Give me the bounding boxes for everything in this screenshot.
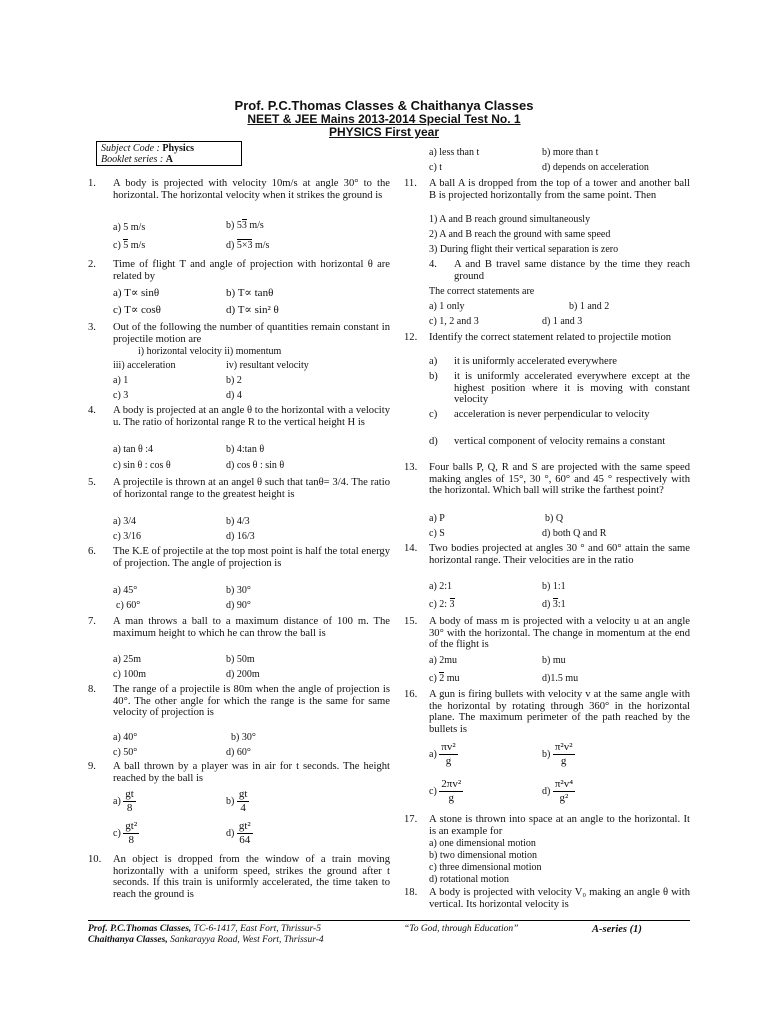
- option-b[interactable]: b) 30°: [231, 732, 256, 743]
- option-b[interactable]: b) 1 and 2: [569, 301, 610, 312]
- question-number: 15.: [404, 616, 418, 627]
- question-number: 11.: [404, 178, 417, 189]
- option-c[interactable]: c) 3: [113, 390, 129, 401]
- statement: iv) resultant velocity: [226, 360, 309, 371]
- question-number: 17.: [404, 814, 418, 825]
- question-11: [404, 178, 690, 201]
- option-b[interactable]: b) T∝ tanθ: [226, 287, 274, 299]
- option-b[interactable]: b) 30°: [226, 585, 251, 596]
- question-14: [404, 543, 690, 566]
- option-d[interactable]: d) depends on acceleration: [542, 162, 649, 173]
- question-number: 5.: [88, 477, 96, 488]
- question-1: [88, 178, 390, 201]
- option-b[interactable]: b) 4/3: [226, 516, 250, 527]
- subject-code: Physics: [162, 143, 195, 154]
- option-a[interactable]: a) 5 m/s: [113, 222, 146, 233]
- option-d[interactable]: d) 1 and 3: [542, 316, 583, 327]
- question-number: 10.: [88, 854, 102, 865]
- option-a[interactable]: a) 1: [113, 375, 129, 386]
- option-b[interactable]: b) two dimensional motion: [429, 850, 538, 861]
- option-c[interactable]: c) acceleration is never perpendicular to velocity: [429, 409, 650, 420]
- footer-rule: [88, 920, 690, 921]
- question-text: An object is dropped from the window of a train moving horizontally with a uniform speed, strikes the ground after t seconds. If this train is uniformly accelerated, the time taken to reach the ground is: [113, 854, 390, 900]
- question-text: A body is projected with velocity V₀ making an angle θ with vertical. Its horizontal velocity is: [429, 887, 690, 910]
- question-2: [88, 259, 390, 282]
- option-c[interactable]: c) 3/16: [113, 531, 142, 542]
- option-c[interactable]: c) 1, 2 and 3: [429, 316, 479, 327]
- option-c[interactable]: c) T∝ cosθ: [113, 304, 161, 316]
- question-16: [404, 689, 690, 735]
- option-c[interactable]: c) three dimensional motion: [429, 862, 542, 873]
- statement: 1) A and B reach ground simultaneously: [429, 214, 591, 225]
- exam-title: NEET & JEE Mains 2013-2014 Special Test No. 1: [247, 112, 521, 126]
- footer-motto: “To God, through Education”: [404, 924, 519, 934]
- option-d[interactable]: d) 4: [226, 390, 242, 401]
- option-b[interactable]: b) 4:tan θ: [226, 444, 265, 455]
- option-c[interactable]: c) t: [429, 162, 443, 173]
- statement: i) horizontal velocity ii) momentum: [138, 346, 282, 357]
- question-number: 16.: [404, 689, 418, 700]
- option-d[interactable]: d) rotational motion: [429, 874, 509, 885]
- question-number: 3.: [88, 322, 96, 333]
- question-number: 2.: [88, 259, 96, 270]
- option-d[interactable]: d) 90°: [226, 600, 251, 611]
- option-a[interactable]: a) less than t: [429, 147, 480, 158]
- option-b[interactable]: b) 53 m/s: [226, 220, 264, 231]
- option-c[interactable]: c) 2 mu: [429, 673, 460, 684]
- option-d[interactable]: d) 3:1: [542, 599, 566, 610]
- question-text: Identify the correct statement related to projectile motion: [429, 332, 672, 343]
- option-a[interactable]: a) $\frac{\text{πv²}}{g}$: [429, 741, 456, 767]
- option-c[interactable]: c) S: [429, 528, 445, 539]
- question-text: Two bodies projected at angles 30 ° and 60° attain the same horizontal range. Their velocities are in the ratio: [429, 543, 690, 566]
- question-18: [404, 887, 690, 910]
- question-number: 4.: [88, 405, 96, 416]
- question-text: A ball thrown by a player was in air for t seconds. The height reached by the ball is: [113, 761, 390, 784]
- question-number: 8.: [88, 684, 96, 695]
- page-number: A-series (1): [592, 924, 642, 935]
- booklet-series-label: Booklet series :: [101, 154, 166, 165]
- option-a[interactable]: a) 2:1: [429, 581, 453, 592]
- option-a[interactable]: a) P: [429, 513, 445, 524]
- question-6: [88, 546, 390, 569]
- question-text: The K.E of projectile at the top most point is half the total energy of projection. The angle of projection is: [113, 546, 390, 569]
- option-b[interactable]: b) 2: [226, 375, 242, 386]
- question-text: A body of mass m is projected with a velocity u at an angle 30° with the horizontal. The change in momentum at the end of the flight is: [429, 616, 690, 651]
- statement: 4. A and B travel same distance by the time they reach ground: [429, 259, 690, 282]
- option-b[interactable]: b) more than t: [542, 147, 599, 158]
- option-b[interactable]: b) $\frac{\text{π²v²}}{g}$: [542, 741, 573, 767]
- option-a[interactable]: a) 1 only: [429, 301, 465, 312]
- option-c[interactable]: c) 50°: [113, 747, 138, 758]
- statement: 3) During flight their vertical separation is zero: [429, 244, 619, 255]
- subject-box: [96, 141, 242, 166]
- question-number: 7.: [88, 616, 96, 627]
- question-9: [88, 761, 390, 784]
- option-c[interactable]: c) 5 m/s: [113, 240, 146, 251]
- option-d[interactable]: d) $\frac{\text{π²v⁴}}{\text{g²}}$: [542, 778, 574, 804]
- statement: 2) A and B reach the ground with same speed: [429, 229, 611, 240]
- question-text: A body is projected at an angle θ to the horizontal with a velocity u. The ratio of horizontal range R to the vertical height H is: [113, 405, 390, 428]
- subject-title: PHYSICS First year: [328, 125, 440, 139]
- option-a[interactable]: a) 3/4: [113, 516, 137, 527]
- question-text: A body is projected with velocity 10m/s at angle 30° to the horizontal. The horizontal velocity when it strikes the ground is: [113, 178, 390, 201]
- question-3: [88, 322, 390, 345]
- option-c[interactable]: c) $\frac{\text{2πv²}}{g}$: [429, 778, 462, 804]
- option-a[interactable]: a) one dimensional motion: [429, 838, 536, 849]
- option-d[interactable]: d)1.5 mu: [542, 673, 579, 684]
- question-text: A stone is thrown into space at an angle to the horizontal. It is an example for: [429, 814, 690, 837]
- option-d[interactable]: d) T∝ sin² θ: [226, 304, 279, 316]
- institute-title: Prof. P.C.Thomas Classes & Chaithanya Classes: [234, 98, 534, 113]
- footer-address-2: Chaithanya Classes, Sankarayya Road, West Fort, Thrissur-4: [88, 935, 324, 945]
- question-number: 6.: [88, 546, 96, 557]
- option-d[interactable]: d) both Q and R: [542, 528, 607, 539]
- option-a[interactable]: a) tan θ :4: [113, 444, 154, 455]
- question-text: A gun is firing bullets with velocity v at the same angle with the horizontal by rotating through 360° in the horizontal plane. The maximum perimeter of the path reached by the bullets is: [429, 689, 690, 735]
- question-17: [404, 814, 690, 837]
- booklet-series: A: [165, 154, 173, 165]
- question-number: 13.: [404, 462, 418, 473]
- question-number: 1.: [88, 178, 96, 189]
- option-b[interactable]: b) $\frac{gt}{4}$: [226, 788, 248, 814]
- option-b[interactable]: b) Q: [545, 513, 564, 524]
- option-b[interactable]: b) mu: [542, 655, 566, 666]
- option-a[interactable]: a) 2mu: [429, 655, 458, 666]
- question-12: [404, 332, 690, 344]
- statement: The correct statements are: [429, 286, 535, 297]
- option-c[interactable]: c) 100m: [113, 669, 147, 680]
- question-text: A man throws a ball to a maximum distance of 100 m. The maximum height to which he can throw the ball is: [113, 616, 390, 639]
- option-c[interactable]: c) $\frac{\text{gt²}}{8}$: [113, 820, 138, 846]
- option-b[interactable]: b) 50m: [226, 654, 255, 665]
- question-number: 12.: [404, 332, 418, 343]
- subject-code-label: Subject Code :: [101, 143, 163, 154]
- option-a[interactable]: a) $\frac{gt}{8}$: [113, 788, 134, 814]
- question-15: [404, 616, 690, 651]
- option-d[interactable]: d) 60°: [226, 747, 251, 758]
- option-d[interactable]: d) cos θ : sin θ: [226, 460, 285, 471]
- question-number: 9.: [88, 761, 96, 772]
- question-text: A projectile is thrown at an angel θ such that tanθ= 3/4. The ratio of horizontal range to the greatest height is: [113, 477, 390, 500]
- question-number: 14.: [404, 543, 418, 554]
- question-7: [88, 616, 390, 639]
- option-d[interactable]: d) vertical component of velocity remains a constant: [429, 436, 666, 447]
- question-number: 18.: [404, 887, 418, 898]
- statement: iii) acceleration: [113, 360, 176, 371]
- question-text: Four balls P, Q, R and S are projected with the same speed making angles of 15°, 30 °, 60° and 45 ° respectively with the horizontal. Which ball will strike the farthest point?: [429, 462, 690, 497]
- option-c[interactable]: c) 2: 3: [429, 599, 455, 610]
- option-d[interactable]: d) 16/3: [226, 531, 255, 542]
- option-c[interactable]: c) 60°: [116, 600, 141, 611]
- question-text: The range of a projectile is 80m when the angle of projection is 40°. The other angle for which the range is the same for same velocity of projection is: [113, 684, 390, 719]
- option-d[interactable]: d) $\frac{\text{gt²}}{64}$: [226, 820, 251, 846]
- option-d[interactable]: d) 200m: [226, 669, 260, 680]
- question-text: Time of flight T and angle of projection with horizontal θ are related by: [113, 259, 390, 282]
- option-b[interactable]: b) 1:1: [542, 581, 566, 592]
- footer-address-1: Prof. P.C.Thomas Classes, TC-6-1417, East Fort, Thrissur-5: [88, 924, 321, 934]
- question-5: [88, 477, 390, 500]
- question-13: [404, 462, 690, 497]
- option-b[interactable]: b) it is uniformly accelerated everywhere except at the highest position where it is moving with constant velocity: [429, 371, 690, 406]
- option-a[interactable]: a) it is uniformly accelerated everywhere: [429, 356, 617, 367]
- option-a[interactable]: a) 40°: [113, 732, 138, 743]
- question-text: A ball A is dropped from the top of a tower and another ball B is projected horizontally from the same point. Then: [429, 178, 690, 201]
- option-a[interactable]: a) 25m: [113, 654, 142, 665]
- question-8: [88, 684, 390, 719]
- option-a[interactable]: a) T∝ sinθ: [113, 287, 160, 299]
- option-d[interactable]: d) 5×3 m/s: [226, 240, 270, 251]
- question-text: Out of the following the number of quantities remain constant in projectile motion are: [113, 322, 390, 345]
- question-10: [88, 854, 390, 900]
- question-4: [88, 405, 390, 428]
- option-a[interactable]: a) 45°: [113, 585, 138, 596]
- option-c[interactable]: c) sin θ : cos θ: [113, 460, 171, 471]
